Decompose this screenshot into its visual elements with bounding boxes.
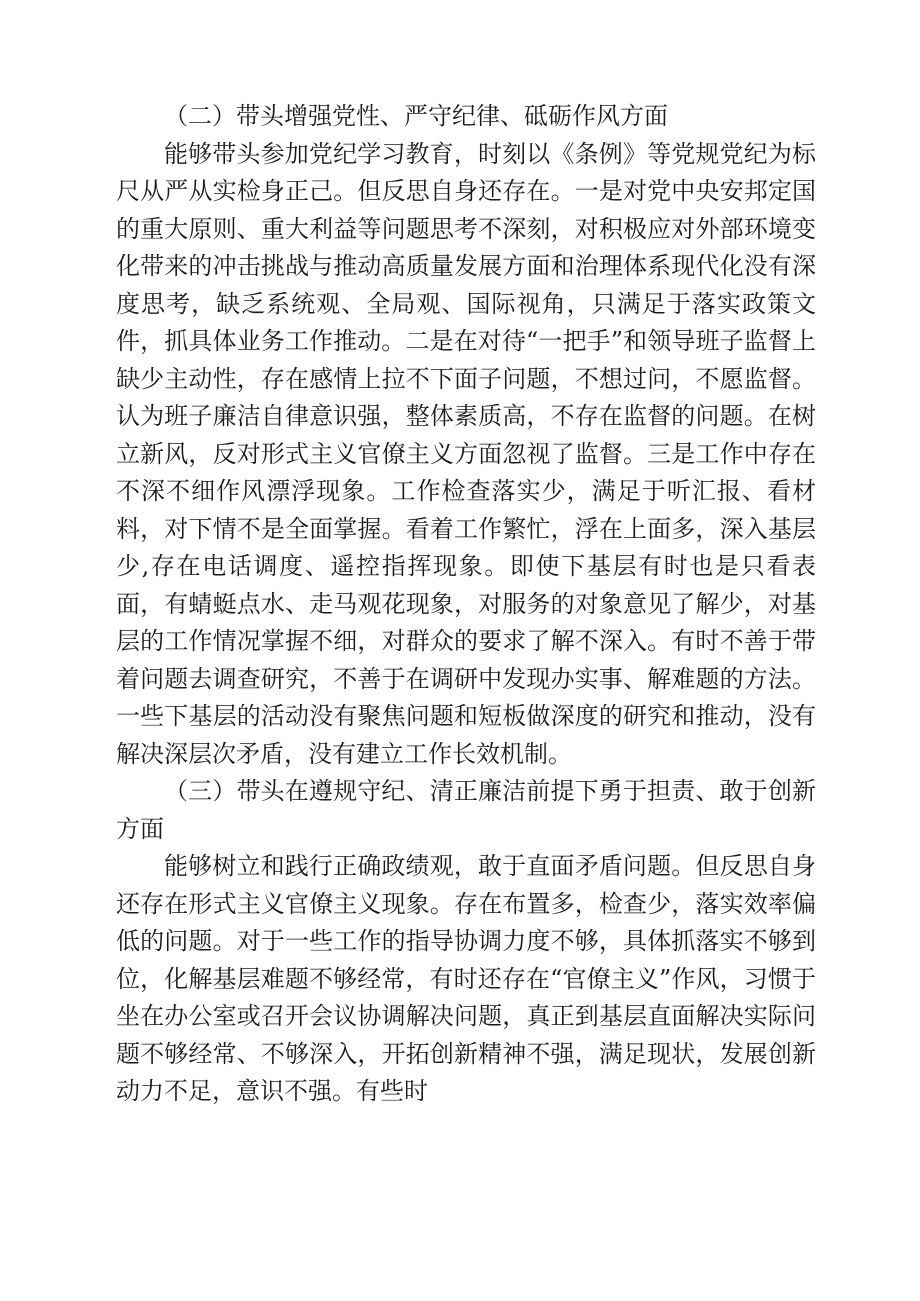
section-2-paragraph: 能够带头参加党纪学习教育，时刻以《条例》等党规党纪为标尺从严从实检身正己。但反思自身还存在。一是对党中央安邦定国的重大原则、重大利益等问题思考不深刻，对积极应对外部环境变化带来的冲击挑战与推动高质量发展方面和治理体系现代化没有深度思考，缺乏系统观、全局观、国际视角，只满足于落实政策文件，抓具体业务工作推动。二是在对待“一把手”和领导班子监督上缺少主动性，存在感情上拉不下面子问题，不想过问，不愿监督。认为班子廉洁自律意识强，整体素质高，不存在监督的问题。在树立新风，反对形式主义官僚主义方面忽视了监督。三是工作中存在不深不细作风漂浮现象。工作检查落实少，满足于听汇报、看材料，对下情不是全面掌握。看着工作繁忙，浮在上面多，深入基层少,存在电话调度、遥控指挥现象。即使下基层有时也是只看表面，有蜻蜓点水、走马观花现象，对服务的对象意见了解少，对基层的工作情况掌握不细，对群众的要求了解不深入。有时不善于带着问题去调查研究，不善于在调研中发现办实事、解难题的方法。一些下基层的活动没有聚焦问题和短板做深度的研究和推动，没有解决深层次矛盾，没有建立工作长效机制。: [116, 139, 816, 768]
document-body: [116, 98, 816, 1111]
section-3-heading: （三）带头在遵规守纪、清正廉洁前提下勇于担责、敢于创新方面: [116, 777, 816, 843]
section-3-paragraph: 能够树立和践行正确政绩观，敢于直面矛盾问题。但反思自身还存在形式主义官僚主义现象。存在布置多，检查少，落实效率偏低的问题。对于一些工作的指导协调力度不够，具体抓落实不够到位，化解基层难题不够经常，有时还存在“官僚主义”作风，习惯于坐在办公室或召开会议协调解决问题，真正到基层直面解决实际问题不够经常、不够深入，开拓创新精神不强，满足现状，发展创新动力不足，意识不强。有些时: [116, 852, 816, 1105]
section-2-heading: （二）带头增强党性、严守纪律、砥砺作风方面: [164, 102, 668, 130]
